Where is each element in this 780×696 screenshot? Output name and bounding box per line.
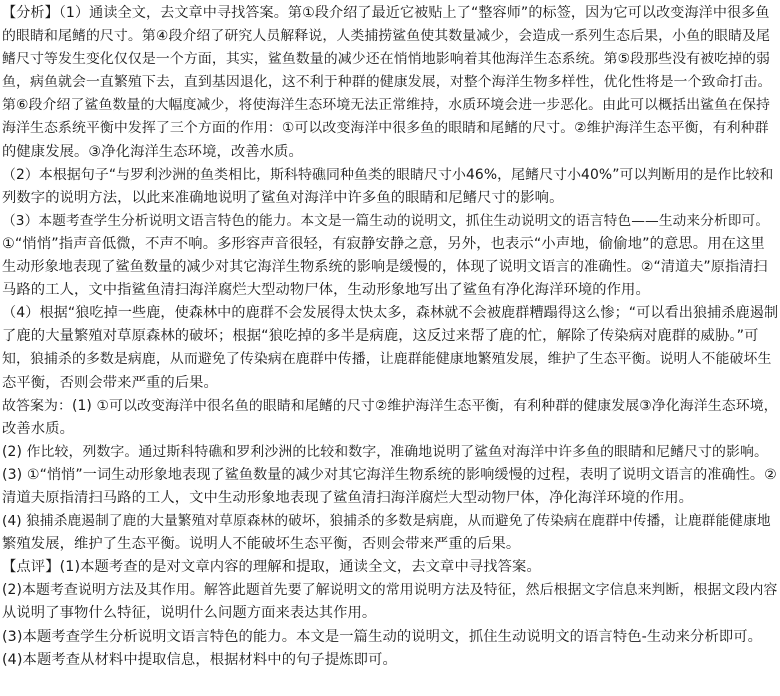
text-line: 的健康发展。③净化海洋生态环境，改善水质。: [2, 143, 303, 160]
text-line: 态平衡，否则会带来严重的后果。: [2, 374, 218, 391]
text-line: 故答案为：(1) ①可以改变海洋中很名鱼的眼睛和尾鳍的尺寸②维护海洋生态平衡，有利种群的健康发展③净化海洋生态环境，: [2, 397, 778, 414]
text-line: 【分析】（1）通读全文，去文章中寻找答案。第①段介绍了最近它被贴上了“整容师”的标签，因为它可以改变海洋中很多鱼: [2, 5, 770, 21]
text-line: 的眼睛和尾鳍的尺寸。第④段介绍了研究人员解释说，人类捕捞鲨鱼使其数量减少，会造成一系列生态后果，小鱼的眼睛及尾: [2, 28, 771, 45]
text-line: 第⑥段介绍了鲨鱼数量的大幅度减少，将使海洋生态环境无法正常维持，水质环境会进一步恶化。由此可以概括出鲨鱼在保持: [2, 97, 771, 114]
text-line: (4) 狼捕杀鹿遏制了鹿的大量繁殖对草原森林的破坏，狼捕杀的多数是病鹿，从而避免了传染病在鹿群中传播，让鹿群能健康地: [2, 513, 771, 530]
text-line: 了鹿的大量繁殖对草原森林的破坏；根据“狼吃掉的多半是病鹿，这反过来帮了鹿的忙，解除了传染病对鹿群的威胁。”可: [2, 328, 759, 345]
text-line: 知，狼捕杀的多数是病鹿，从而避免了传染病在鹿群中传播，让鹿群能健康地繁殖发展，维护了生态平衡。说明人不能破坏生: [2, 351, 772, 368]
text-line: （4）根据“狼吃掉一些鹿，使森林中的鹿群不会发展得太快太多，森林就不会被鹿群糟蹋得这么惨；“可以看出狼捕杀鹿遏制: [2, 305, 778, 322]
text-line: (3)本题考查学生分析说明文语言特色的能力。本文是一篇生动的说明文，抓住生动说明文的语言特色-生动来分析即可。: [2, 628, 763, 645]
text-line: 马路的工人，文中指鲨鱼清扫海洋腐烂大型动物尸体，生动形象地写出了鲨鱼有净化海洋环境的作用。: [2, 282, 650, 299]
text-line: （3）本题考查学生分析说明文语言特色的能力。本文是一篇生动的说明文，抓住生动说明文的语言特色——生动来分析即可。: [2, 212, 770, 229]
text-line: (4)本题考查从材料中提取信息，根据材料中的句子提炼即可。: [2, 651, 397, 668]
text-line: 列数字的说明方法，以此来准确地说明了鲨鱼对海洋中许多鱼的眼睛和尼鳍尺寸的影响。: [2, 189, 564, 206]
text-line: ①“悄悄”指声音低微，不声不响。多形容声音很轻，有寂静安静之意，另外，也表示“小声地，偷偷地”的意思。用在这里: [2, 235, 765, 252]
text-line: （2）本根据句子“与罗利沙洲的鱼类相比，斯科特礁同种鱼类的眼睛尺寸小46%，尾鳍尺寸小40%”可以判断用的是作比较和: [2, 166, 774, 183]
text-line: (2)本题考查说明方法及其作用。解答此题首先要了解说明文的常用说明方法及特征，然后根据文字信息来判断，根据文段内容: [2, 582, 778, 599]
text-line: 【点评】(1)本题考查的是对文章内容的理解和提取，通读全文，去文章中寻找答案。: [2, 559, 541, 576]
text-line: (2) 作比较，列数字。通过斯科特礁和罗利沙洲的比较和数字，准确地说明了鲨鱼对海洋中许多鱼的眼睛和尼鳍尺寸的影响。: [2, 443, 769, 460]
text-line: 改善水质。: [2, 420, 74, 437]
text-line: 鱼，病鱼就会一直繁殖下去，直到基因退化，这不利于种群的健康发展，对整个海洋生物多样性，优化性将是一个致命打击。: [2, 74, 772, 91]
text-line: 海洋生态系统平衡中发挥了三个方面的作用：①可以改变海洋中很多鱼的眼睛和尾鳍的尺寸。②维护海洋生态平衡，有利种群: [2, 120, 769, 137]
text-line: 清道夫原指清扫马路的工人，文中生动形象地表现了鲨鱼清扫海洋腐烂大型动物尸体，净化海洋环境的作用。: [2, 489, 694, 506]
text-line: (3) ①“悄悄”一词生动形象地表现了鲨鱼数量的减少对其它海洋生物系统的影响缓慢的过程，表明了说明文语言的准确性。②: [2, 466, 777, 483]
text-line: 从说明了事物什么特征，说明什么问题方面来表达其作用。: [2, 605, 377, 622]
text-line: 生动形象地表现了鲨鱼数量的减少对其它海洋生物系统的影响是缓慢的，体现了说明文语言的准确性。②“清道夫”原指清扫: [2, 259, 768, 276]
text-line: 繁殖发展，维护了生态平衡。说明人不能破坏生态平衡，否则会带来严重的后果。: [2, 536, 521, 553]
text-line: 鳍尺寸等发生变化仅仅是一个方面，其实，鲨鱼数量的减少还在悄悄地影响着其他海洋生态系统。第⑤段那些没有被吃掉的弱: [2, 51, 771, 68]
